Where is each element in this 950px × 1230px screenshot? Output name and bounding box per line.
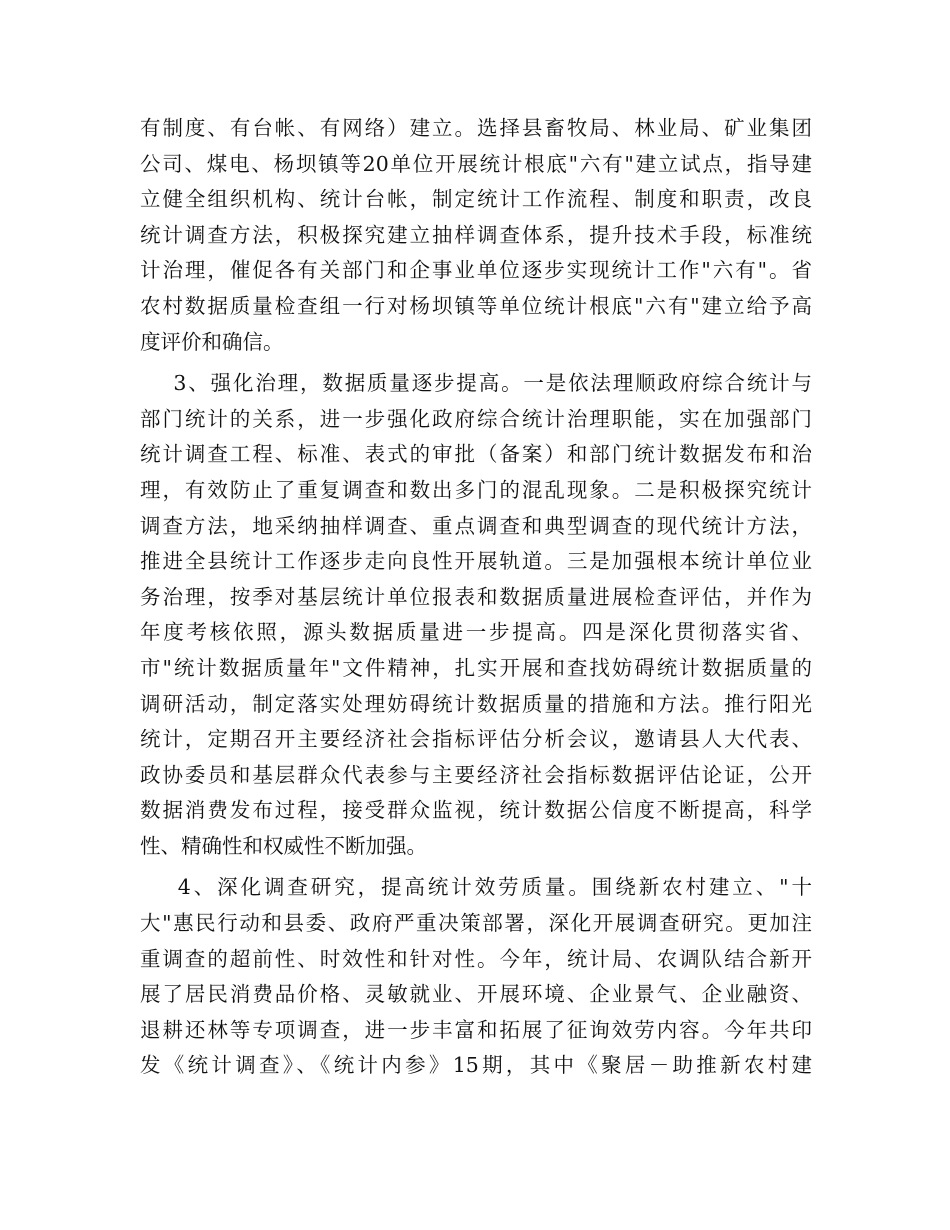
text-line: 发《统计调查》、《统计内参》15期，其中《聚居－助推新农村建 — [140, 1053, 812, 1078]
document-body — [140, 111, 812, 1084]
text-line: 务治理，按季对基层统计单位报表和数据质量进展检查评估，并作为 — [140, 584, 812, 609]
text-line: 重调查的超前性、时效性和针对性。今年，统计局、农调队结合新开 — [140, 946, 812, 971]
text-line: 市"统计数据质量年"文件精神，扎实开展和查找妨碍统计数据质量的 — [140, 655, 812, 680]
text-line: 部门统计的关系，进一步强化政府综合统计治理职能，实在加强部门 — [140, 406, 812, 431]
text-line: 大"惠民行动和县委、政府严重决策部署，深化开展调查研究。更加注 — [140, 911, 812, 936]
text-line: 年度考核依照，源头数据质量进一步提高。四是深化贯彻落实省、 — [140, 620, 812, 645]
text-line: 理，有效防止了重复调查和数出多门的混乱现象。二是积极探究统计 — [140, 477, 812, 502]
paragraph-1 — [140, 111, 812, 360]
text-line: 调研活动，制定落实处理妨碍统计数据质量的措施和方法。推行阳光 — [140, 691, 812, 716]
text-line: 3、强化治理，数据质量逐步提高。一是依法理顺政府综合统计与 — [140, 371, 812, 396]
text-line: 统计调查工程、标准、表式的审批（备案）和部门统计数据发布和治 — [140, 442, 812, 467]
paragraph-3 — [140, 870, 812, 1084]
text-line: 推进全县统计工作逐步走向良性开展轨道。三是加强根本统计单位业 — [140, 549, 812, 574]
text-line: 度评价和确信。 — [140, 329, 284, 354]
text-line: 公司、煤电、杨坝镇等20单位开展统计根底"六有"建立试点，指导建 — [140, 151, 812, 176]
text-line: 计治理，催促各有关部门和企事业单位逐步实现统计工作"六有"。省 — [140, 258, 812, 283]
text-line: 统计，定期召开主要经济社会指标评估分析会议，邀请县人大代表、 — [140, 727, 812, 752]
text-line: 有制度、有台帐、有网络）建立。选择县畜牧局、林业局、矿业集团 — [140, 116, 812, 140]
text-line: 性、精确性和权威性不断加强。 — [140, 833, 427, 858]
text-line: 数据消费发布过程，接受群众监视，统计数据公信度不断提高，科学 — [140, 798, 812, 823]
text-line: 展了居民消费品价格、灵敏就业、开展环境、企业景气、企业融资、 — [140, 982, 812, 1007]
paragraph-2 — [140, 366, 812, 864]
text-line: 统计调查方法，积极探究建立抽样调查体系，提升技术手段，标准统 — [140, 222, 812, 247]
text-line: 立健全组织机构、统计台帐，制定统计工作流程、制度和职责，改良 — [140, 187, 812, 212]
text-line: 4、深化调查研究，提高统计效劳质量。围绕新农村建立、"十 — [140, 875, 812, 900]
text-line: 政协委员和基层群众代表参与主要经济社会指标数据评估论证，公开 — [140, 762, 812, 787]
text-line: 退耕还林等专项调查，进一步丰富和拓展了征询效劳内容。今年共印 — [140, 1017, 812, 1042]
text-line: 农村数据质量检查组一行对杨坝镇等单位统计根底"六有"建立给予高 — [140, 293, 812, 318]
text-line: 调查方法，地采纳抽样调查、重点调查和典型调查的现代统计方法， — [140, 513, 812, 538]
